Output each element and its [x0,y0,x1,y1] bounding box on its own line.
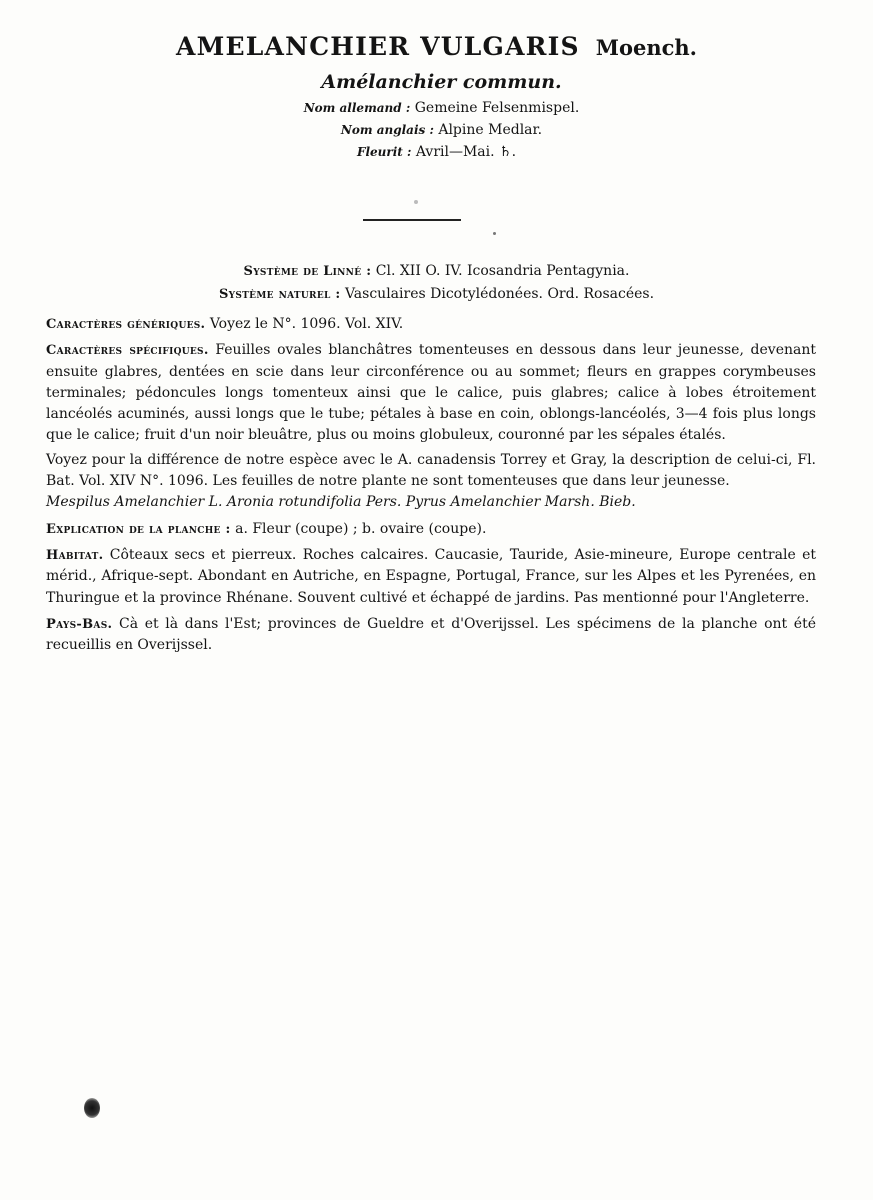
specific-characters-label: Caractères spécifiques. [46,343,209,359]
flowering-value: Avril—Mai. ♄. [415,144,517,160]
english-name-value: Alpine Medlar. [438,122,543,138]
habitat-text: Côteaux secs et pierreux. Roches calcaires. Caucasie, Tauride, Asie-mineure, Europe centrale et mérid., Afrique-sept. Abondant en Autriche, en Espagne, Portugal, France, sur les Alpes et les Pyrenées, en Thuringue et la province Rhénane. Souvent cultivé et échappé de jardins. Pas mentionné pour l'Angleterre. [46,546,817,606]
german-name-label: Nom allemand : [303,101,411,115]
natural-system-value: Vasculaires Dicotylédonées. Ord. Rosacées. [344,286,655,302]
generic-characters-text: Voyez le N°. 1096. Vol. XIV. [209,316,404,332]
plate-explanation-label: Explication de la planche : [46,521,231,537]
description-body [46,314,816,659]
english-name-label: Nom anglais : [340,123,434,137]
linne-system-line [0,260,873,283]
natural-system-label: Système naturel : [218,287,341,302]
paper-speck [414,200,418,204]
author-abbreviation: Moench. [595,35,697,60]
species-header [0,30,873,163]
plate-explanation-text: a. Fleur (coupe) ; b. ovaire (coupe). [235,520,487,537]
natural-system-line [0,283,873,306]
habitat-label: Habitat. [46,547,104,563]
netherlands-label: Pays-Bas. [46,616,113,632]
english-name-line [0,119,873,141]
german-name-value: Gemeine Felsenmispel. [414,100,580,116]
generic-characters-label: Caractères génériques. [46,317,206,332]
german-name-line [0,97,873,119]
specific-characters-paragraph [46,340,816,446]
scientific-name: AMELANCHIER VULGARIS [176,32,580,61]
comparison-text: Voyez pour la différence de notre espèce avec le A. canadensis Torrey et Gray, la description de celui-ci, Fl. Bat. Vol. XIV N°. 1096. Les feuilles de notre plante ne sont tomenteuses que dans leur jeunesse. [46,451,816,490]
habitat-paragraph [46,545,816,609]
specific-characters-text: Feuilles ovales blanchâtres tomenteuses en dessous dans leur jeunesse, devenant ensuite glabres, dentées en scie dans leur circonférence ou au sommet; fleurs en grappes corymbeuses terminales; pédoncules longs tomenteux ainsi que le calice, puis glabres; calice à lobes étroitement lancéolés acuminés, aussi longs que le tube; pétales à base en coin, oblongs-lancéolés, 3—4 fois plus longs que le calice; fruit d'un noir bleuâtre, plus ou moins globuleux, couronné par les sépales étalés. [46,342,816,444]
plate-explanation-paragraph [46,519,816,540]
linne-system-value: Cl. XII O. IV. Icosandria Pentagynia. [375,263,630,279]
linne-system-label: Système de Linné : [243,264,372,279]
generic-characters-paragraph [46,314,816,335]
common-name: Amélanchier commun. [321,71,562,93]
classification-systems [0,260,873,306]
netherlands-text: Cà et là dans l'Est; provinces de Gueldre et d'Overijssel. Les spécimens de la planche ont été recueillis en Overijssel. [46,615,817,654]
flowering-line [0,141,873,163]
comparison-paragraph [46,450,816,514]
header-divider [363,219,461,221]
synonyms-text: Mespilus Amelanchier L. Aronia rotundifolia Pers. Pyrus Amelanchier Marsh. Bieb. [46,494,636,511]
flowering-label: Fleurit : [356,145,412,159]
species-title [0,30,873,65]
ink-spot [84,1098,100,1118]
paper-speck [493,232,496,235]
netherlands-paragraph [46,614,816,657]
